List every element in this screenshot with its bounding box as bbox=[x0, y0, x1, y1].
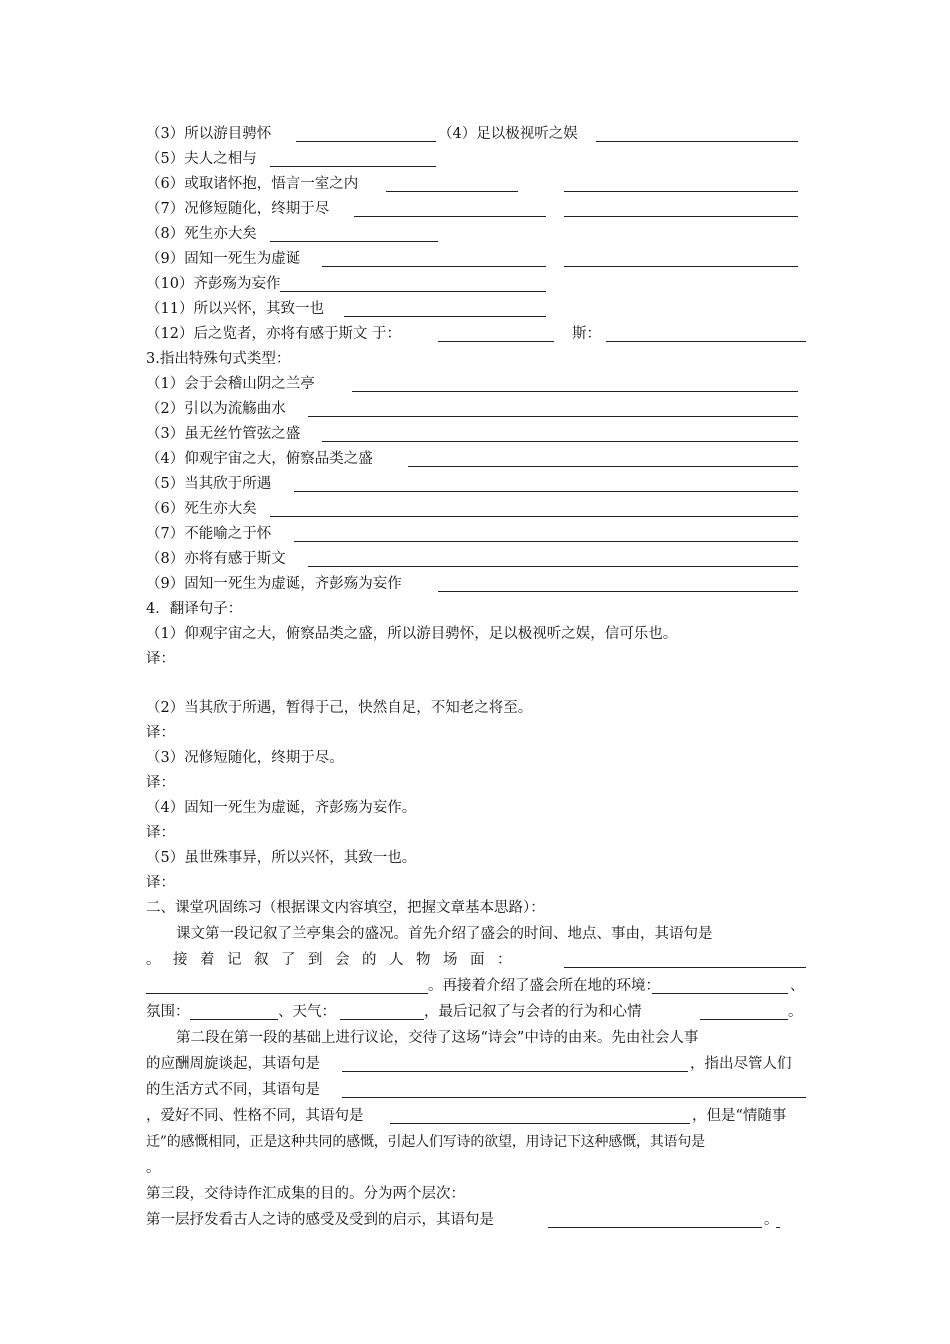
answer-blank[interactable] bbox=[270, 166, 436, 167]
translate-answer[interactable]: 译： bbox=[146, 725, 175, 741]
answer-blank[interactable] bbox=[308, 566, 798, 567]
answer-blank[interactable] bbox=[322, 441, 798, 442]
answer-blank[interactable] bbox=[408, 466, 798, 467]
word-item-11 bbox=[146, 297, 810, 322]
translate-sentence: （5）虽世殊事异，所以兴怀，其致一也。 bbox=[146, 850, 417, 866]
word-item-label: （7）况修短随化，终期于尽 bbox=[146, 201, 330, 217]
paragraph-3-exercise: 第三段，交待诗作汇成集的目的。分为两个层次： 第一层抒发看古人之诗的感受及受到的启示，其语句是 。 bbox=[146, 1186, 779, 1228]
part-2-title: 二、课堂巩固练习（根据课文内容填空，把握文章基本思路）： bbox=[146, 900, 545, 916]
sentence-type-item: （7）不能喻之于怀 bbox=[146, 522, 810, 547]
answer-blank[interactable] bbox=[564, 967, 806, 968]
sentence-type-item: （3）虽无丝竹管弦之盛 bbox=[146, 422, 810, 447]
sentence-type-item: （8）亦将有感于斯文 bbox=[146, 547, 810, 572]
word-item-3 bbox=[146, 122, 810, 147]
sentence-type-item: （2）引以为流觞曲水 bbox=[146, 397, 810, 422]
sentence-type-item: （4）仰观宇宙之大，俯察品类之盛 bbox=[146, 447, 810, 472]
answer-blank[interactable] bbox=[700, 1019, 788, 1020]
word-item-6 bbox=[146, 172, 810, 197]
sentence-type-item: （1）会于会稽山阴之兰亭 bbox=[146, 372, 810, 397]
worksheet-page bbox=[146, 122, 810, 1233]
word-item-label: （5）夫人之相与 bbox=[146, 151, 257, 167]
answer-blank[interactable] bbox=[438, 591, 798, 592]
answer-blank[interactable] bbox=[308, 416, 798, 417]
answer-blank[interactable] bbox=[564, 216, 798, 217]
answer-blank[interactable] bbox=[322, 266, 546, 267]
word-item-8 bbox=[146, 222, 810, 247]
sentence-type-item: （9）固知一死生为虚诞，齐彭殇为妄作 bbox=[146, 572, 810, 597]
paragraph-2-exercise: 第二段在第一段的基础上进行议论，交待了这场“诗会”中诗的由来。先由社会人事 的应酬周旋谈起，其语句是 ，指出尽管人们 的生活方式不同，其语句是 ，爱好不同、性格不同，其语句是 ，但是“情随事 迁”的感慨相同，正是这种共同的感慨，引起人们写诗的欲望，用诗记下这种感慨，其语句是 。 bbox=[146, 1025, 810, 1181]
answer-blank[interactable] bbox=[280, 291, 546, 292]
answer-blank[interactable] bbox=[270, 516, 798, 517]
translate-sentence: （3）况修短随化，终期于尽。 bbox=[146, 750, 344, 766]
paragraph-1-exercise: 课文第一段记叙了兰亭集会的盛况。首先介绍了盛会的时间、地点、事由，其语句是 。接着记叙了到会的人物场面： 。再接着介绍了盛会所在地的环境： 、 氛围： 、天气： ，最后记叙了与会者的行为和心情 。 bbox=[146, 926, 805, 1020]
word-item-label: （6）或取诸怀抱，悟言一室之内 bbox=[146, 176, 359, 192]
translate-answer[interactable]: 译： bbox=[146, 651, 175, 667]
answer-blank[interactable] bbox=[596, 141, 798, 142]
answer-blank[interactable] bbox=[652, 993, 788, 994]
answer-blank[interactable] bbox=[340, 1019, 424, 1020]
translate-answer[interactable]: 译： bbox=[146, 825, 175, 841]
answer-blank[interactable] bbox=[564, 266, 798, 267]
translate-answer[interactable]: 译： bbox=[146, 775, 175, 791]
word-item-label: （11）所以兴怀，其致一也 bbox=[146, 301, 324, 317]
word-item-9 bbox=[146, 247, 810, 272]
word-item-label: 斯： bbox=[572, 326, 601, 342]
translate-answer[interactable]: 译： bbox=[146, 875, 175, 891]
answer-blank[interactable] bbox=[354, 216, 546, 217]
answer-blank[interactable] bbox=[294, 541, 798, 542]
answer-blank[interactable] bbox=[190, 1019, 278, 1020]
answer-blank[interactable] bbox=[606, 341, 806, 342]
answer-blank bbox=[776, 1227, 780, 1228]
word-item-7 bbox=[146, 197, 810, 222]
word-item-5 bbox=[146, 147, 810, 172]
answer-blank[interactable] bbox=[342, 1097, 806, 1098]
answer-blank[interactable] bbox=[294, 491, 798, 492]
word-item-label: （4）足以极视听之娱 bbox=[438, 126, 578, 142]
sentence-type-item: （5）当其欣于所遇 bbox=[146, 472, 810, 497]
word-item-label: （10）齐彭殇为妄作 bbox=[146, 276, 281, 292]
word-item-12 bbox=[146, 322, 810, 347]
word-item-label: （9）固知一死生为虚诞 bbox=[146, 251, 301, 267]
answer-blank[interactable] bbox=[146, 993, 428, 994]
answer-blank[interactable] bbox=[390, 1123, 690, 1124]
answer-blank[interactable] bbox=[296, 141, 436, 142]
word-item-label: （3）所以游目骋怀 bbox=[146, 126, 272, 142]
sentence-type-item: （6）死生亦大矣 bbox=[146, 497, 810, 522]
answer-blank[interactable] bbox=[438, 341, 554, 342]
answer-blank[interactable] bbox=[564, 191, 798, 192]
translate-sentence: （1）仰观宇宙之大，俯察品类之盛，所以游目骋怀，足以极视听之娱，信可乐也。 bbox=[146, 626, 678, 642]
answer-blank[interactable] bbox=[548, 1227, 762, 1228]
answer-blank[interactable] bbox=[342, 1071, 688, 1072]
translate-sentence: （4）固知一死生为虚诞，齐彭殇为妄作。 bbox=[146, 800, 417, 816]
section-3-title: 3.指出特殊句式类型： bbox=[146, 351, 291, 367]
answer-blank[interactable] bbox=[352, 391, 798, 392]
answer-blank[interactable] bbox=[270, 241, 438, 242]
word-item-10 bbox=[146, 272, 810, 297]
answer-blank[interactable] bbox=[386, 191, 518, 192]
translate-sentence: （2）当其欣于所遇，暂得于己，快然自足，不知老之将至。 bbox=[146, 700, 533, 716]
word-item-label: （8）死生亦大矣 bbox=[146, 226, 257, 242]
word-item-label: （12）后之览者，亦将有感于斯文 于： bbox=[146, 326, 402, 342]
section-4-title: 4．翻译句子： bbox=[146, 601, 243, 617]
answer-blank[interactable] bbox=[344, 316, 546, 317]
